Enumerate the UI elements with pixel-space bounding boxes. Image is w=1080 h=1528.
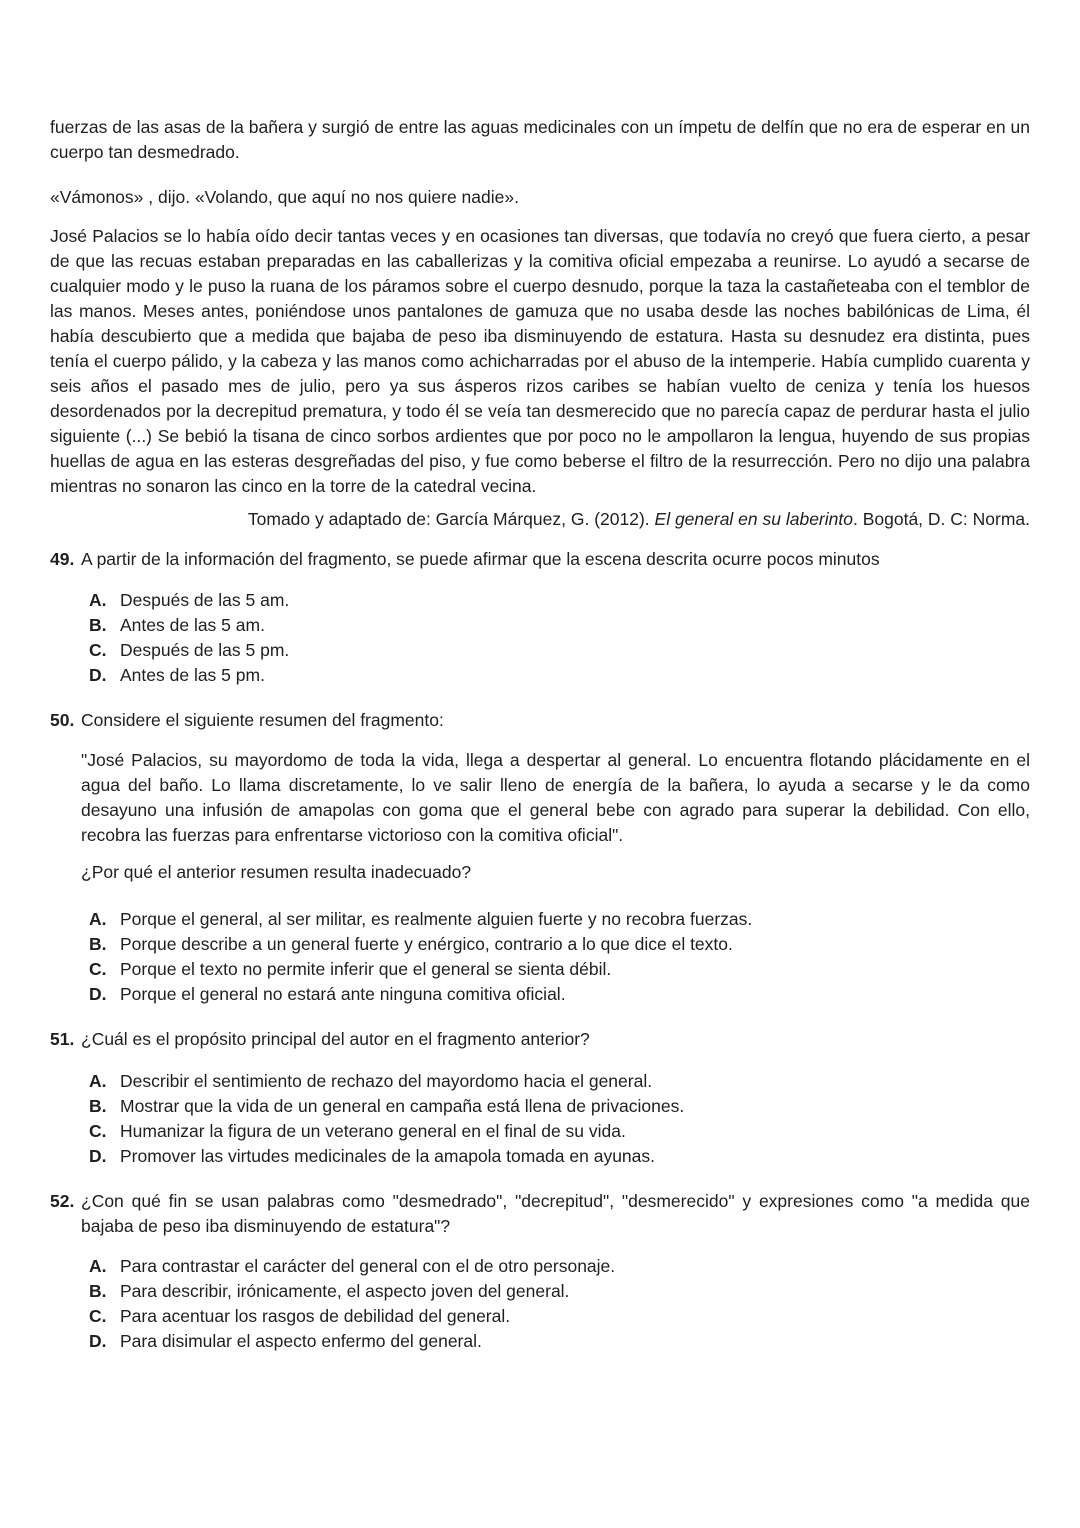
option-text: Humanizar la figura de un veterano general en el final de su vida. — [120, 1121, 626, 1141]
option-letter: B. — [89, 1096, 107, 1116]
option-text: Para acentuar los rasgos de debilidad del general. — [120, 1306, 511, 1326]
options-list-49 — [89, 588, 1030, 688]
option-49-c — [89, 638, 1030, 663]
option-letter: D. — [89, 1146, 107, 1166]
question-text: Considere el siguiente resumen del fragmento: — [81, 710, 444, 730]
option-letter: D. — [89, 1331, 107, 1351]
option-51-b — [89, 1094, 1030, 1119]
source-attribution — [50, 507, 1030, 532]
option-text: Porque el general, al ser militar, es realmente alguien fuerte y no recobra fuerzas. — [120, 909, 753, 929]
option-letter: A. — [89, 909, 107, 929]
option-letter: B. — [89, 1281, 107, 1301]
option-text: Describir el sentimiento de rechazo del mayordomo hacia el general. — [120, 1071, 653, 1091]
option-text: Mostrar que la vida de un general en campaña está llena de privaciones. — [120, 1096, 685, 1116]
question-52 — [50, 1189, 1030, 1354]
option-text: Antes de las 5 pm. — [120, 665, 265, 685]
option-50-b — [89, 932, 1030, 957]
question-51 — [50, 1027, 1030, 1169]
option-text: Después de las 5 am. — [120, 590, 290, 610]
question-text: ¿Con qué fin se usan palabras como "desmedrado", "decrepitud", "desmerecido" y expresiones como "a medida que bajaba de peso iba disminuyendo de estatura"? — [81, 1191, 1030, 1236]
question-number: 51. — [50, 1029, 75, 1049]
passage-paragraph-3: José Palacios se lo había oído decir tantas veces y en ocasiones tan diversas, que todavía no creyó que fuera cierto, a pesar de que las recuas estaban preparadas en las caballerizas y la comitiva oficial empezaba a reunirse. Lo ayudó a secarse de cualquier modo y le puso la ruana de los páramos sobre el cuerpo desnudo, porque la taza la castañeteaba con el temblor de las manos. Meses antes, poniéndose unos pantalones de gamuza que no usaba desde las noches babilónicas de Lima, él había descubierto que a medida que bajaba de peso iba disminuyendo de estatura. Hasta su desnudez era distinta, pues tenía el cuerpo pálido, y la cabeza y las manos como achicharradas por el abuso de la intemperie. Había cumplido cuarenta y seis años el pasado mes de julio, pero ya sus ásperos rizos caribes se habían vuelto de ceniza y tenía los huesos desordenados por la decrepitud prematura, y todo él se veía tan desmerecido que no parecía capaz de perdurar hasta el julio siguiente (...) Se bebió la tisana de cinco sorbos ardientes que por poco no le ampollaron la lengua, huyendo de sus propias huellas de agua en las esteras desgreñadas del piso, y fue como beberse el filtro de la resurrección. Pero no dijo una palabra mientras no sonaron las cinco en la torre de la catedral vecina. — [50, 226, 1030, 496]
option-letter: C. — [89, 640, 107, 660]
passage-paragraph-2: «Vámonos» , dijo. «Volando, que aquí no nos quiere nadie». — [50, 187, 519, 207]
option-50-c — [89, 957, 1030, 982]
option-49-b — [89, 613, 1030, 638]
option-text: Porque el texto no permite inferir que el general se sienta débil. — [120, 959, 612, 979]
option-49-d — [89, 663, 1030, 688]
question-number: 52. — [50, 1191, 75, 1211]
options-list-51 — [89, 1069, 1030, 1169]
question-49 — [50, 547, 1030, 688]
option-52-b — [89, 1279, 1030, 1304]
option-text: Después de las 5 pm. — [120, 640, 290, 660]
attribution-book-title: El general en su laberinto — [654, 509, 853, 529]
option-text: Porque describe a un general fuerte y enérgico, contrario a lo que dice el texto. — [120, 934, 733, 954]
option-text: Para contrastar el carácter del general con el de otro personaje. — [120, 1256, 616, 1276]
option-text: Antes de las 5 am. — [120, 615, 265, 635]
question-number: 49. — [50, 549, 75, 569]
question-number: 50. — [50, 710, 75, 730]
passage-paragraph-1: fuerzas de las asas de la bañera y surgió de entre las aguas medicinales con un ímpetu de delfín que no era de esperar en un cuerpo tan desmedrado. — [50, 117, 1030, 162]
option-49-a — [89, 588, 1030, 613]
options-list-50 — [89, 907, 1030, 1007]
question-50 — [50, 708, 1030, 1007]
option-50-a — [89, 907, 1030, 932]
option-text: Para describir, irónicamente, el aspecto joven del general. — [120, 1281, 570, 1301]
option-52-c — [89, 1304, 1030, 1329]
option-51-a — [89, 1069, 1030, 1094]
option-text: Promover las virtudes medicinales de la amapola tomada en ayunas. — [120, 1146, 656, 1166]
question-50-subquestion: ¿Por qué el anterior resumen resulta inadecuado? — [81, 862, 472, 882]
question-text: ¿Cuál es el propósito principal del autor en el fragmento anterior? — [81, 1029, 590, 1049]
option-50-d — [89, 982, 1030, 1007]
option-letter: A. — [89, 590, 107, 610]
option-letter: A. — [89, 1256, 107, 1276]
option-52-a — [89, 1254, 1030, 1279]
attribution-prefix: Tomado y adaptado de: García Márquez, G. (2012). — [247, 509, 655, 529]
option-letter: A. — [89, 1071, 107, 1091]
attribution-suffix: . Bogotá, D. C: Norma. — [852, 509, 1030, 529]
option-text: Para disimular el aspecto enfermo del general. — [120, 1331, 482, 1351]
option-letter: C. — [89, 1306, 107, 1326]
option-51-c — [89, 1119, 1030, 1144]
option-52-d — [89, 1329, 1030, 1354]
question-text: A partir de la información del fragmento, se puede afirmar que la escena descrita ocurre pocos minutos — [81, 549, 880, 569]
option-letter: C. — [89, 959, 107, 979]
option-letter: D. — [89, 665, 107, 685]
option-letter: B. — [89, 934, 107, 954]
option-letter: D. — [89, 984, 107, 1004]
question-50-summary-quote: "José Palacios, su mayordomo de toda la vida, llega a despertar al general. Lo encuentra flotando plácidamente en el agua del baño. Lo llama discretamente, lo ve salir lleno de energía de la bañera, lo ayuda a secarse y le da como desayuno una infusión de amapolas con goma que el general bebe con agrado para superar la debilidad. Con ello, recobra las fuerzas para enfrentarse victorioso con la comitiva oficial". — [81, 750, 1030, 845]
option-text: Porque el general no estará ante ninguna comitiva oficial. — [120, 984, 566, 1004]
option-letter: B. — [89, 615, 107, 635]
option-letter: C. — [89, 1121, 107, 1141]
options-list-52 — [89, 1254, 1030, 1354]
option-51-d — [89, 1144, 1030, 1169]
